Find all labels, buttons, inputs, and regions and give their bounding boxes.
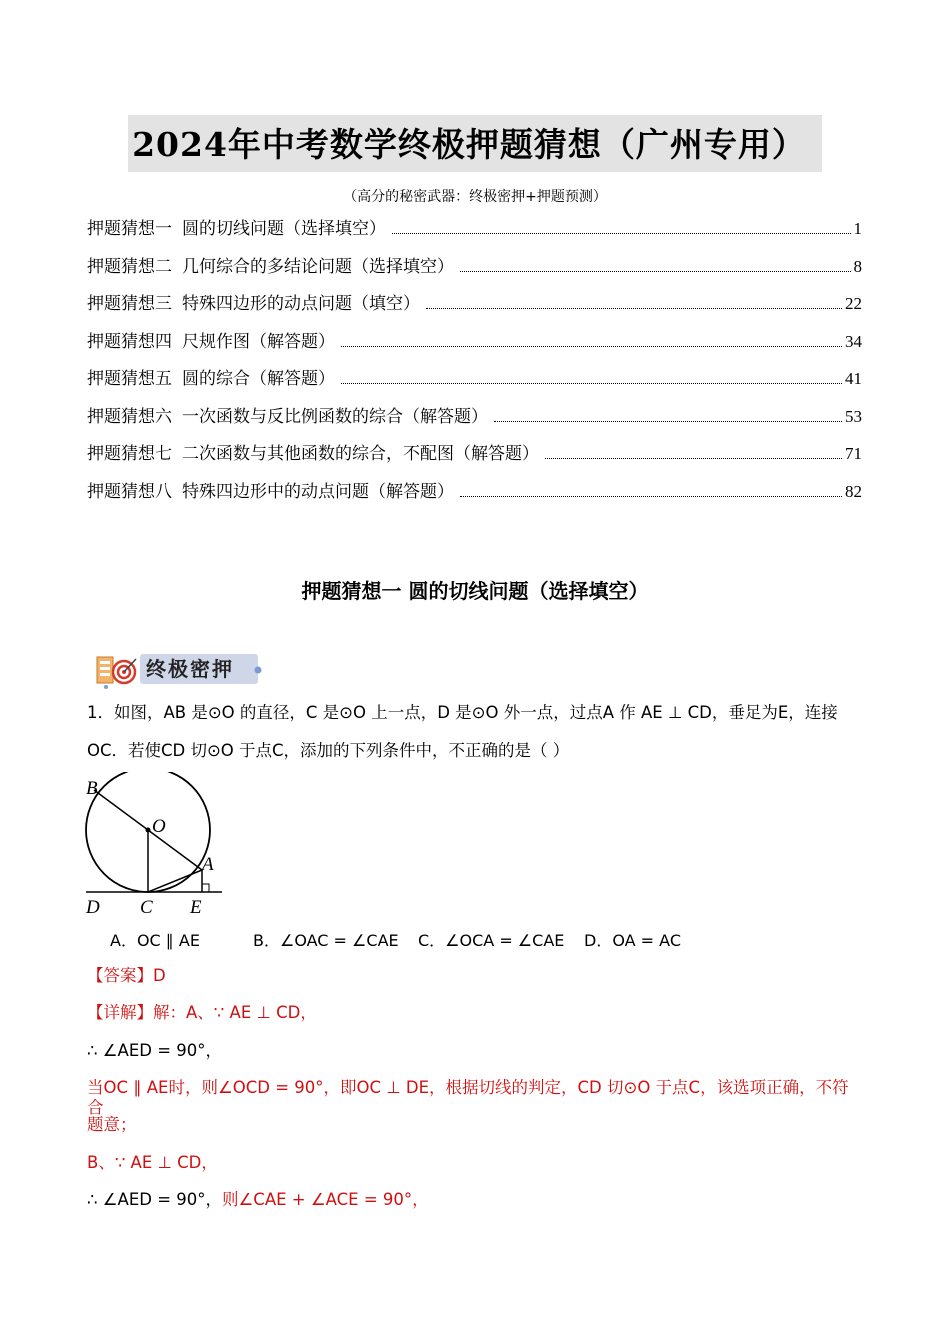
toc-label: 押题猜想六 [87,406,172,427]
segment-ca [148,870,202,892]
toc-title: 几何综合的多结论问题（选择填空） [182,256,454,277]
toc-leader [341,345,842,347]
toc-page-number: 41 [845,369,862,388]
toc-leader [545,457,842,459]
toc-page-number: 71 [845,444,862,463]
center-point [146,828,151,833]
toc-page-number: 53 [845,406,862,426]
question-line-1: 1．如图，AB 是⊙O 的直径，C 是⊙O 上一点，D 是⊙O 外一点，过点A 作 AE ⊥ CD，垂足为E，连接 [87,703,838,722]
answer-tag: 【答案】 [87,966,153,985]
option-b[interactable]: B．∠OAC = ∠CAE [253,931,399,950]
document-title: 2024年中考数学终极押题猜想（广州专用） [128,115,822,172]
toc-title: 尺规作图（解答题） [182,331,335,352]
toc-row[interactable] [87,289,862,327]
toc-label: 押题猜想四 [87,331,172,352]
explanation-line-6b: 则∠CAE + ∠ACE = 90°， [222,1190,429,1209]
toc-label: 押题猜想七 [87,444,172,464]
toc-label: 押题猜想二 [87,256,172,277]
toc-page-number: 22 [845,294,862,313]
label-c: C [140,897,153,918]
toc-leader [460,495,842,497]
section-heading: 押题猜想一 圆的切线问题（选择填空） [301,579,649,603]
toc-row[interactable] [87,439,862,477]
toc-page-number: 82 [845,481,862,501]
toc-page-number: 8 [853,256,862,276]
toc-leader [494,420,842,422]
toc-label: 押题猜想三 [87,294,172,314]
geometry-figure [82,772,227,920]
dot-icon [254,666,262,674]
explanation-line-1 [87,1003,862,1023]
section-badge [96,651,261,691]
toc-title: 特殊四边形中的动点问题（解答题） [182,481,454,502]
toc-title: 圆的综合（解答题） [182,369,335,389]
badge-label: 终极密押 [140,654,258,684]
toc-row[interactable] [87,364,862,402]
toc-page-number: 1 [853,219,862,238]
toc-row[interactable] [87,327,862,365]
toc-row[interactable] [87,402,862,440]
right-angle-mark [202,884,209,892]
label-b: B [86,778,98,799]
label-d: D [86,897,100,918]
table-of-contents [87,214,862,514]
explanation-line-2: ∴ ∠AED = 90°， [87,1041,223,1060]
toc-label: 押题猜想八 [87,481,172,502]
title-wrap [0,115,950,172]
option-d[interactable]: D．OA = AC [584,931,681,950]
toc-leader [426,307,842,309]
label-o: O [152,816,166,837]
option-a[interactable]: A．OC ∥ AE [110,931,200,950]
explanation-line-3: 当OC ∥ AE时，则∠OCD = 90°，即OC ⊥ DE，根据切线的判定，CD 切⊙O 于点C，该选项正确，不符合 [87,1078,849,1117]
toc-title: 圆的切线问题（选择填空） [182,219,386,239]
toc-row[interactable] [87,214,862,252]
explanation-tag: 【详解】 [87,1003,153,1022]
explanation-text: 解：A、∵ AE ⊥ CD， [153,1003,317,1022]
explanation-line-6 [87,1190,862,1210]
question-line-2: OC．若使CD 切⊙O 于点C，添加的下列条件中，不正确的是（ ） [87,741,570,760]
explanation-line-4: 题意； [87,1115,137,1134]
toc-title: 一次函数与反比例函数的综合（解答题） [182,406,488,427]
document-subtitle: （高分的秘密武器：终极密押+押题预测） [343,189,607,205]
toc-row[interactable] [87,477,862,515]
toc-page-number: 34 [845,331,862,351]
answer-line [87,966,862,986]
label-e: E [190,897,202,918]
toc-title: 二次函数与其他函数的综合，不配图（解答题） [182,444,539,464]
label-a: A [202,854,214,875]
toc-title: 特殊四边形的动点问题（填空） [182,294,420,314]
toc-leader [341,382,842,384]
option-c[interactable]: C．∠OCA = ∠CAE [418,931,565,950]
toc-label: 押题猜想五 [87,369,172,389]
explanation-line-6a: ∴ ∠AED = 90°， [87,1190,223,1209]
toc-leader [460,270,851,272]
target-icon [96,651,140,691]
toc-row[interactable] [87,252,862,290]
toc-label: 押题猜想一 [87,219,172,239]
toc-leader [392,232,851,234]
answer-value: D [153,966,166,985]
explanation-line-5: B、∵ AE ⊥ CD， [87,1153,218,1172]
